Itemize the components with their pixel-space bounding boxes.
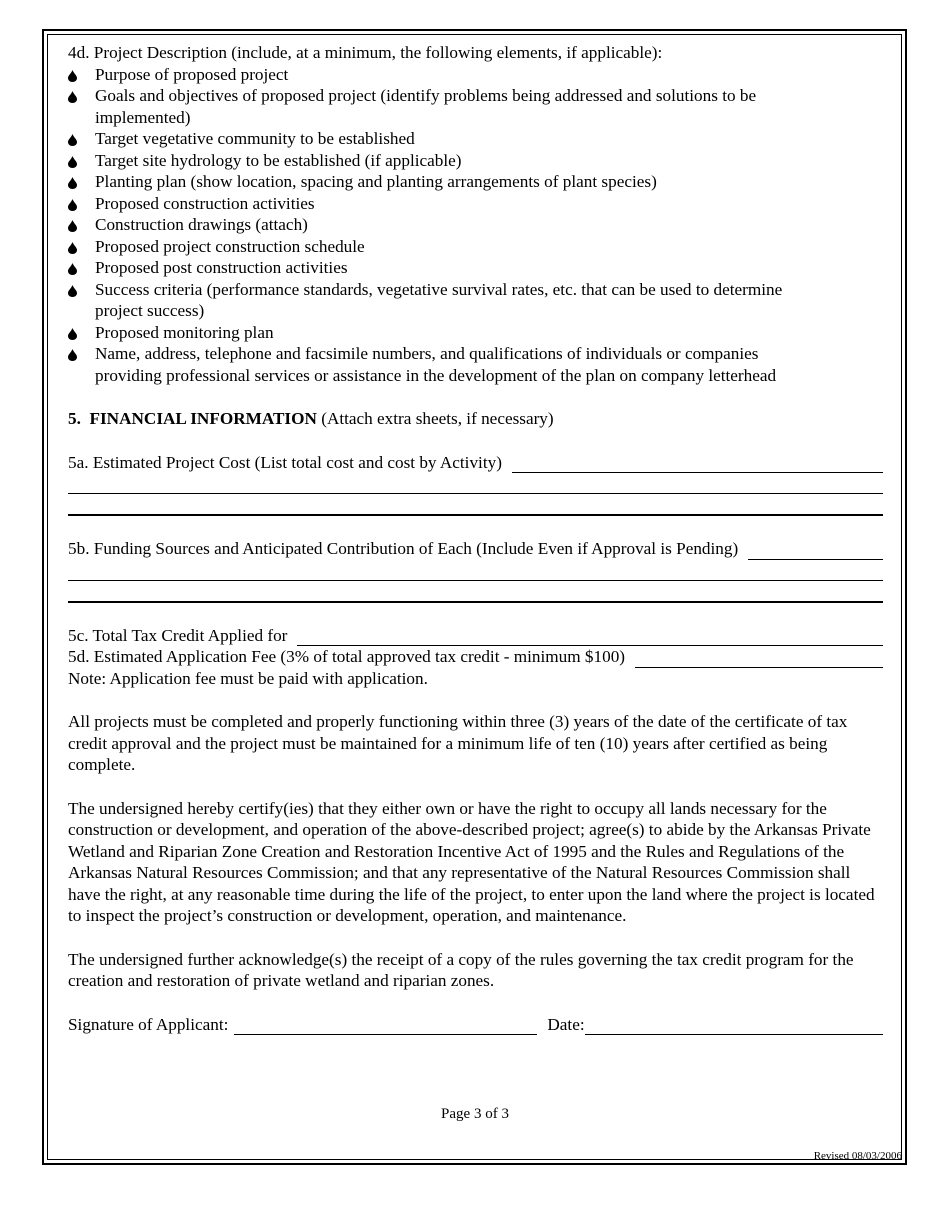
list-item-text: Purpose of proposed project bbox=[95, 64, 289, 84]
signature-label: Signature of Applicant: bbox=[68, 1014, 229, 1034]
list-item-text: Proposed monitoring plan bbox=[95, 322, 274, 342]
list-item bbox=[68, 171, 883, 193]
drop-bullet-icon bbox=[68, 263, 77, 275]
drop-bullet-icon bbox=[68, 328, 77, 340]
list-item-text: Planting plan (show location, spacing and planting arrangements of plant species) bbox=[95, 172, 657, 191]
page-number: Page 3 of 3 bbox=[441, 1106, 509, 1122]
list-item bbox=[68, 193, 883, 215]
form-content bbox=[68, 42, 883, 1035]
drop-bullet-icon bbox=[68, 91, 77, 103]
drop-bullet-icon bbox=[68, 134, 77, 146]
section-5-heading bbox=[68, 408, 883, 430]
section-5-note: (Attach extra sheets, if necessary) bbox=[321, 409, 554, 428]
list-item-text: Target vegetative community to be established bbox=[95, 129, 415, 148]
list-item bbox=[68, 343, 883, 386]
q5a-answer-line[interactable] bbox=[512, 456, 883, 473]
list-item-text: Goals and objectives of proposed project (identify problems being addressed and solutions to be bbox=[95, 86, 757, 105]
drop-bullet-icon bbox=[68, 285, 77, 297]
list-item bbox=[68, 214, 883, 236]
list-item-text: Target site hydrology to be established (if applicable) bbox=[95, 150, 462, 170]
drop-bullet-icon bbox=[68, 199, 77, 211]
drop-bullet-icon bbox=[68, 70, 77, 82]
list-item-text: Proposed project construction schedule bbox=[95, 236, 365, 256]
list-item bbox=[68, 150, 883, 172]
list-item bbox=[68, 236, 883, 258]
acknowledgement-paragraph: The undersigned further acknowledge(s) the receipt of a copy of the rules governing the tax credit program for the creation and restoration of private wetland and riparian zones. bbox=[68, 949, 854, 990]
q5a-label: 5a. Estimated Project Cost (List total cost and cost by Activity) bbox=[68, 452, 502, 472]
drop-bullet-icon bbox=[68, 242, 77, 254]
list-item-text: Success criteria (performance standards, vegetative survival rates, etc. that can be used to determine bbox=[95, 279, 783, 299]
q5b-answer-line[interactable] bbox=[748, 543, 883, 560]
q5b-answer-line-3[interactable] bbox=[68, 581, 883, 603]
signature-row bbox=[68, 1014, 883, 1036]
date-label: Date: bbox=[547, 1014, 585, 1034]
q5d-row bbox=[68, 646, 883, 668]
section-5-title: FINANCIAL INFORMATION bbox=[89, 409, 317, 428]
date-field[interactable] bbox=[585, 1018, 883, 1035]
list-item-text: Proposed post construction activities bbox=[95, 258, 348, 277]
project-description-list bbox=[68, 64, 883, 387]
drop-bullet-icon bbox=[68, 177, 77, 189]
list-item bbox=[68, 257, 883, 279]
q5c-label: 5c. Total Tax Credit Applied for bbox=[68, 625, 288, 645]
certification-paragraph: The undersigned hereby certify(ies) that they either own or have the right to occupy all lands necessary for the construction or development, and operation of the above-described project; agree(s) to abide by the Arkansas Private Wetland and Riparian Zone Creation and Restoration Incentive Act of 1995 and the Rules and Regulations of the Arkansas Natural Resources Commission; and that any representative of the Natural Resources Commission shall have the right, at any reasonable time during the life of the project, to enter upon the land where the project is located to inspect the project’s construction or development, operation, and maintenance. bbox=[68, 798, 875, 925]
signature-field[interactable] bbox=[234, 1018, 537, 1035]
list-item bbox=[68, 64, 883, 86]
fee-note: Note: Application fee must be paid with application. bbox=[68, 668, 428, 688]
section-5-number: 5. bbox=[68, 409, 81, 428]
list-item-text: Name, address, telephone and facsimile numbers, and qualifications of individuals or companies bbox=[95, 344, 759, 363]
q5d-answer-line[interactable] bbox=[635, 651, 883, 668]
drop-bullet-icon bbox=[68, 220, 77, 232]
q5b-row bbox=[68, 538, 883, 560]
drop-bullet-icon bbox=[68, 156, 77, 168]
list-item bbox=[68, 128, 883, 150]
list-item-text: providing professional services or assistance in the development of the plan on company letterhead bbox=[95, 365, 777, 385]
completion-paragraph: All projects must be completed and properly functioning within three (3) years of the date of the certificate of tax credit approval and the project must be maintained for a minimum life of ten (10) years after certified as being complete. bbox=[68, 712, 848, 774]
revised-date: Revised 08/03/2006 bbox=[813, 1150, 902, 1162]
list-item bbox=[68, 85, 883, 128]
q5d-label: 5d. Estimated Application Fee (3% of total approved tax credit - minimum $100) bbox=[68, 647, 626, 666]
list-item-text: Construction drawings (attach) bbox=[95, 215, 308, 234]
q5a-row bbox=[68, 452, 883, 474]
drop-bullet-icon bbox=[68, 349, 77, 361]
q5b-answer-line-2[interactable] bbox=[68, 560, 883, 581]
list-item bbox=[68, 279, 883, 322]
list-item-text: project success) bbox=[95, 301, 205, 320]
q5c-row bbox=[68, 625, 883, 647]
q5c-answer-line[interactable] bbox=[297, 629, 883, 646]
list-item bbox=[68, 322, 883, 344]
list-item-text: Proposed construction activities bbox=[95, 193, 315, 213]
section-4d-heading: 4d. Project Description (include, at a minimum, the following elements, if applicable): bbox=[68, 43, 663, 62]
q5a-answer-line-3[interactable] bbox=[68, 494, 883, 516]
list-item-text: implemented) bbox=[95, 107, 191, 127]
q5b-label: 5b. Funding Sources and Anticipated Contribution of Each (Include Even if Approval is Pending) bbox=[68, 539, 739, 558]
q5a-answer-line-2[interactable] bbox=[68, 473, 883, 494]
